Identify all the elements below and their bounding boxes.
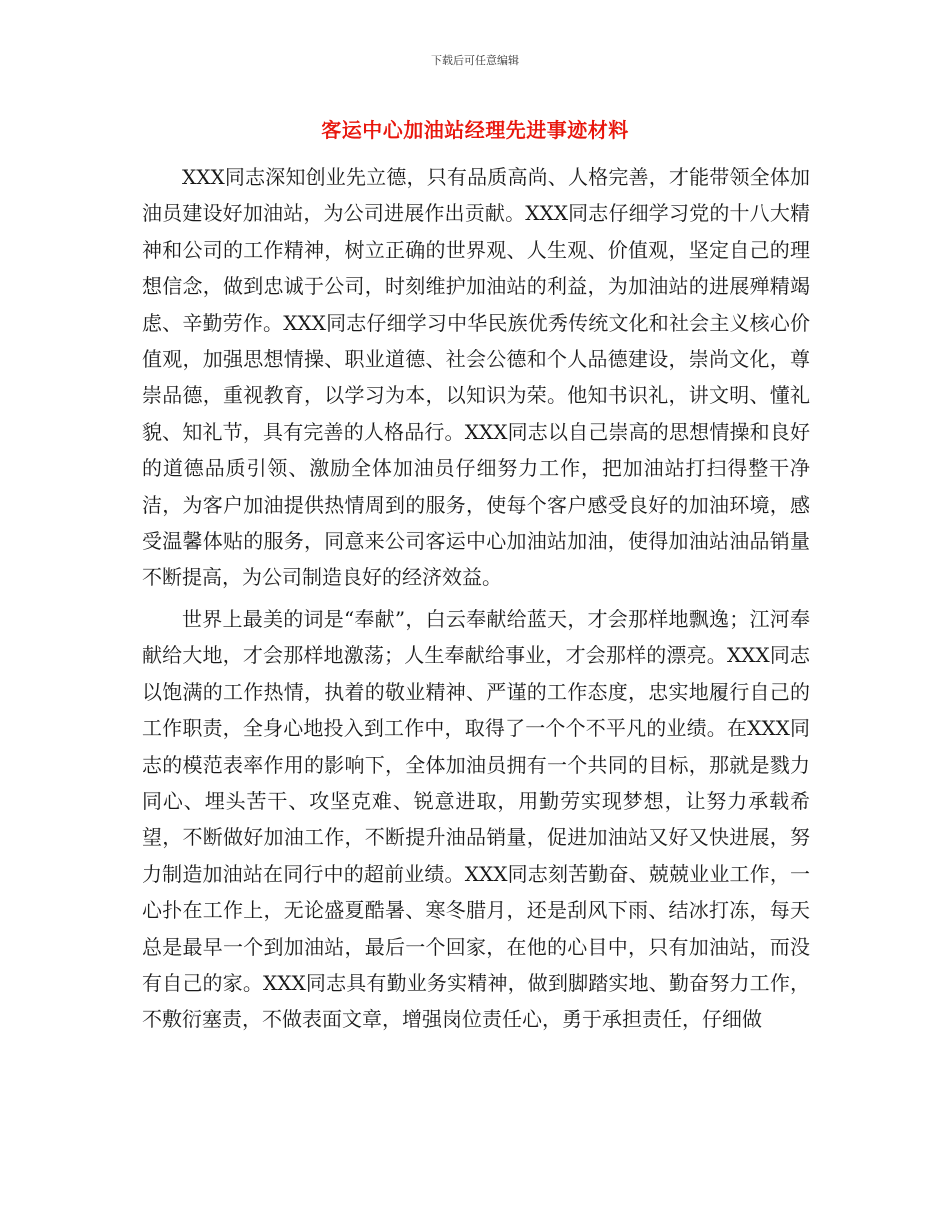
paragraph-1: XXX同志深知创业先立德，只有品质高尚、人格完善，才能带领全体加油员建设好加油站，为公司进展作出贡献。XXX同志仔细学习党的十八大精神和公司的工作精神，树立正确的世界观、人生观、价值观，坚定自己的理想信念，做到忠诚于公司，时刻维护加油站的利益，为加油站的进展殚精竭虑、辛勤劳作。XXX同志仔细学习中华民族优秀传统文化和社会主义核心价值观，加强思想情操、职业道德、社会公德和个人品德建设，崇尚文化，尊崇品德，重视教育，以学习为本，以知识为荣。他知书识礼，讲文明、懂礼貌、知礼节，具有完善的人格品行。XXX同志以自己崇高的思想情操和良好的道德品质引领、激励全体加油员仔细努力工作，把加油站打扫得整干净洁，为客户加油提供热情周到的服务，使每个客户感受良好的加油环境，感受温馨体贴的服务，同意来公司客运中心加油站加油，使得加油站油品销量不断提高，为公司制造良好的经济效益。 [142, 165, 810, 590]
document-body [142, 159, 810, 1038]
page-header: 下载后可任意编辑 [431, 54, 519, 67]
document-title: 客运中心加油站经理先进事迹材料 [321, 118, 629, 142]
paragraph-2: 世界上最美的词是“奉献”，白云奉献给蓝天，才会那样地飘逸；江河奉献给大地，才会那样地激荡；人生奉献给事业，才会那样的漂亮。XXX同志以饱满的工作热情，执着的敬业精神、严谨的工作态度，忠实地履行自己的工作职责，全身心地投入到工作中，取得了一个个不平凡的业绩。在XXX同志的模范表率作用的影响下，全体加油员拥有一个共同的目标，那就是戮力同心、埋头苦干、攻坚克难、锐意进取，用勤劳实现梦想，让努力承载希望，不断做好加油工作，不断提升油品销量，促进加油站又好又快进展，努力制造加油站在同行中的超前业绩。XXX同志刻苦勤奋、兢兢业业工作，一心扑在工作上，无论盛夏酷暑、寒冬腊月，还是刮风下雨、结冰打冻，每天总是最早一个到加油站，最后一个回家，在他的心目中，只有加油站，而没有自己的家。XXX同志具有勤业务实精神，做到脚踏实地、勤奋努力工作，不敷衍塞责，不做表面文章，增强岗位责任心，勇于承担责任，仔细做 [142, 606, 810, 1032]
